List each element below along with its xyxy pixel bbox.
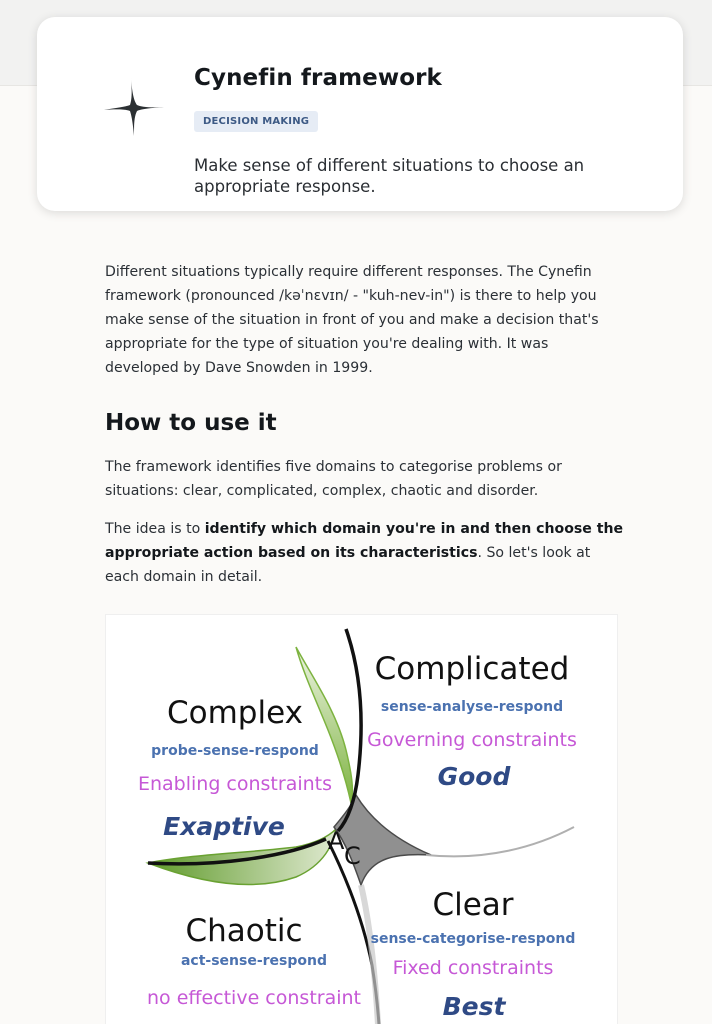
- domain-chaotic-constraint: no effective constraint: [146, 987, 362, 1009]
- domain-complicated-constraint: Governing constraints: [367, 729, 577, 751]
- domain-complex-name: Complex: [167, 695, 303, 731]
- domain-complicated-name: Complicated: [374, 651, 570, 687]
- approach-text-bold: identify which domain you're in and then choose the appropriate action based on its characteristics: [105, 521, 624, 561]
- domain-complicated-practice: Good: [437, 762, 511, 791]
- page-description: Make sense of different situations to choose an appropriate response.: [194, 156, 585, 196]
- intro-section: [105, 260, 625, 380]
- approach-paragraph: [105, 517, 625, 589]
- sparkle-icon: [101, 73, 167, 139]
- domain-complex-practice: Exaptive: [163, 812, 285, 841]
- right-boundary-tail: [426, 827, 574, 856]
- category-badge[interactable]: DECISION MAKING: [194, 111, 318, 132]
- domain-clear-constraint: Fixed constraints: [392, 957, 554, 979]
- domain-complicated-approach: sense-analyse-respond: [380, 699, 564, 715]
- domain-clear-approach: sense-categorise-respond: [370, 931, 576, 947]
- disorder-center: [334, 795, 431, 885]
- domain-complex-constraint: Enabling constraints: [137, 773, 333, 795]
- domain-complex-approach: probe-sense-respond: [151, 743, 319, 759]
- approach-text-pre: The idea is to: [105, 521, 205, 537]
- domain-clear-name: Clear: [432, 887, 514, 923]
- domain-clear-practice: Best: [442, 992, 506, 1021]
- main-boundary-light-bottom: [361, 885, 378, 1024]
- center-letter-a: A: [328, 827, 345, 855]
- approach-text-post: . So let's look at each domain in detail.: [105, 545, 591, 585]
- header-card: [37, 17, 683, 211]
- domain-chaotic-name: Chaotic: [185, 913, 303, 949]
- domains-paragraph: The framework identifies five domains to categorise problems or situations: clear, complicated, complex, chaotic and disorder.: [105, 459, 562, 499]
- center-letter-c: C: [344, 842, 361, 870]
- domain-chaotic-approach: act-sense-respond: [180, 953, 328, 969]
- cynefin-svg: [106, 615, 618, 1024]
- intro-paragraph: Different situations typically require different responses. The Cynefin framework (pronounced /kəˈnɛvɪn/ - "kuh-nev-in") is there to help you make sense of the situation in front of you and make a decision that's appropriate for the type of situation you're dealing with. It was developed by Dave Snowden in 1999.: [105, 264, 599, 376]
- cynefin-diagram: [105, 614, 618, 1024]
- section-heading: How to use it: [105, 410, 277, 436]
- page-title: Cynefin framework: [194, 65, 442, 91]
